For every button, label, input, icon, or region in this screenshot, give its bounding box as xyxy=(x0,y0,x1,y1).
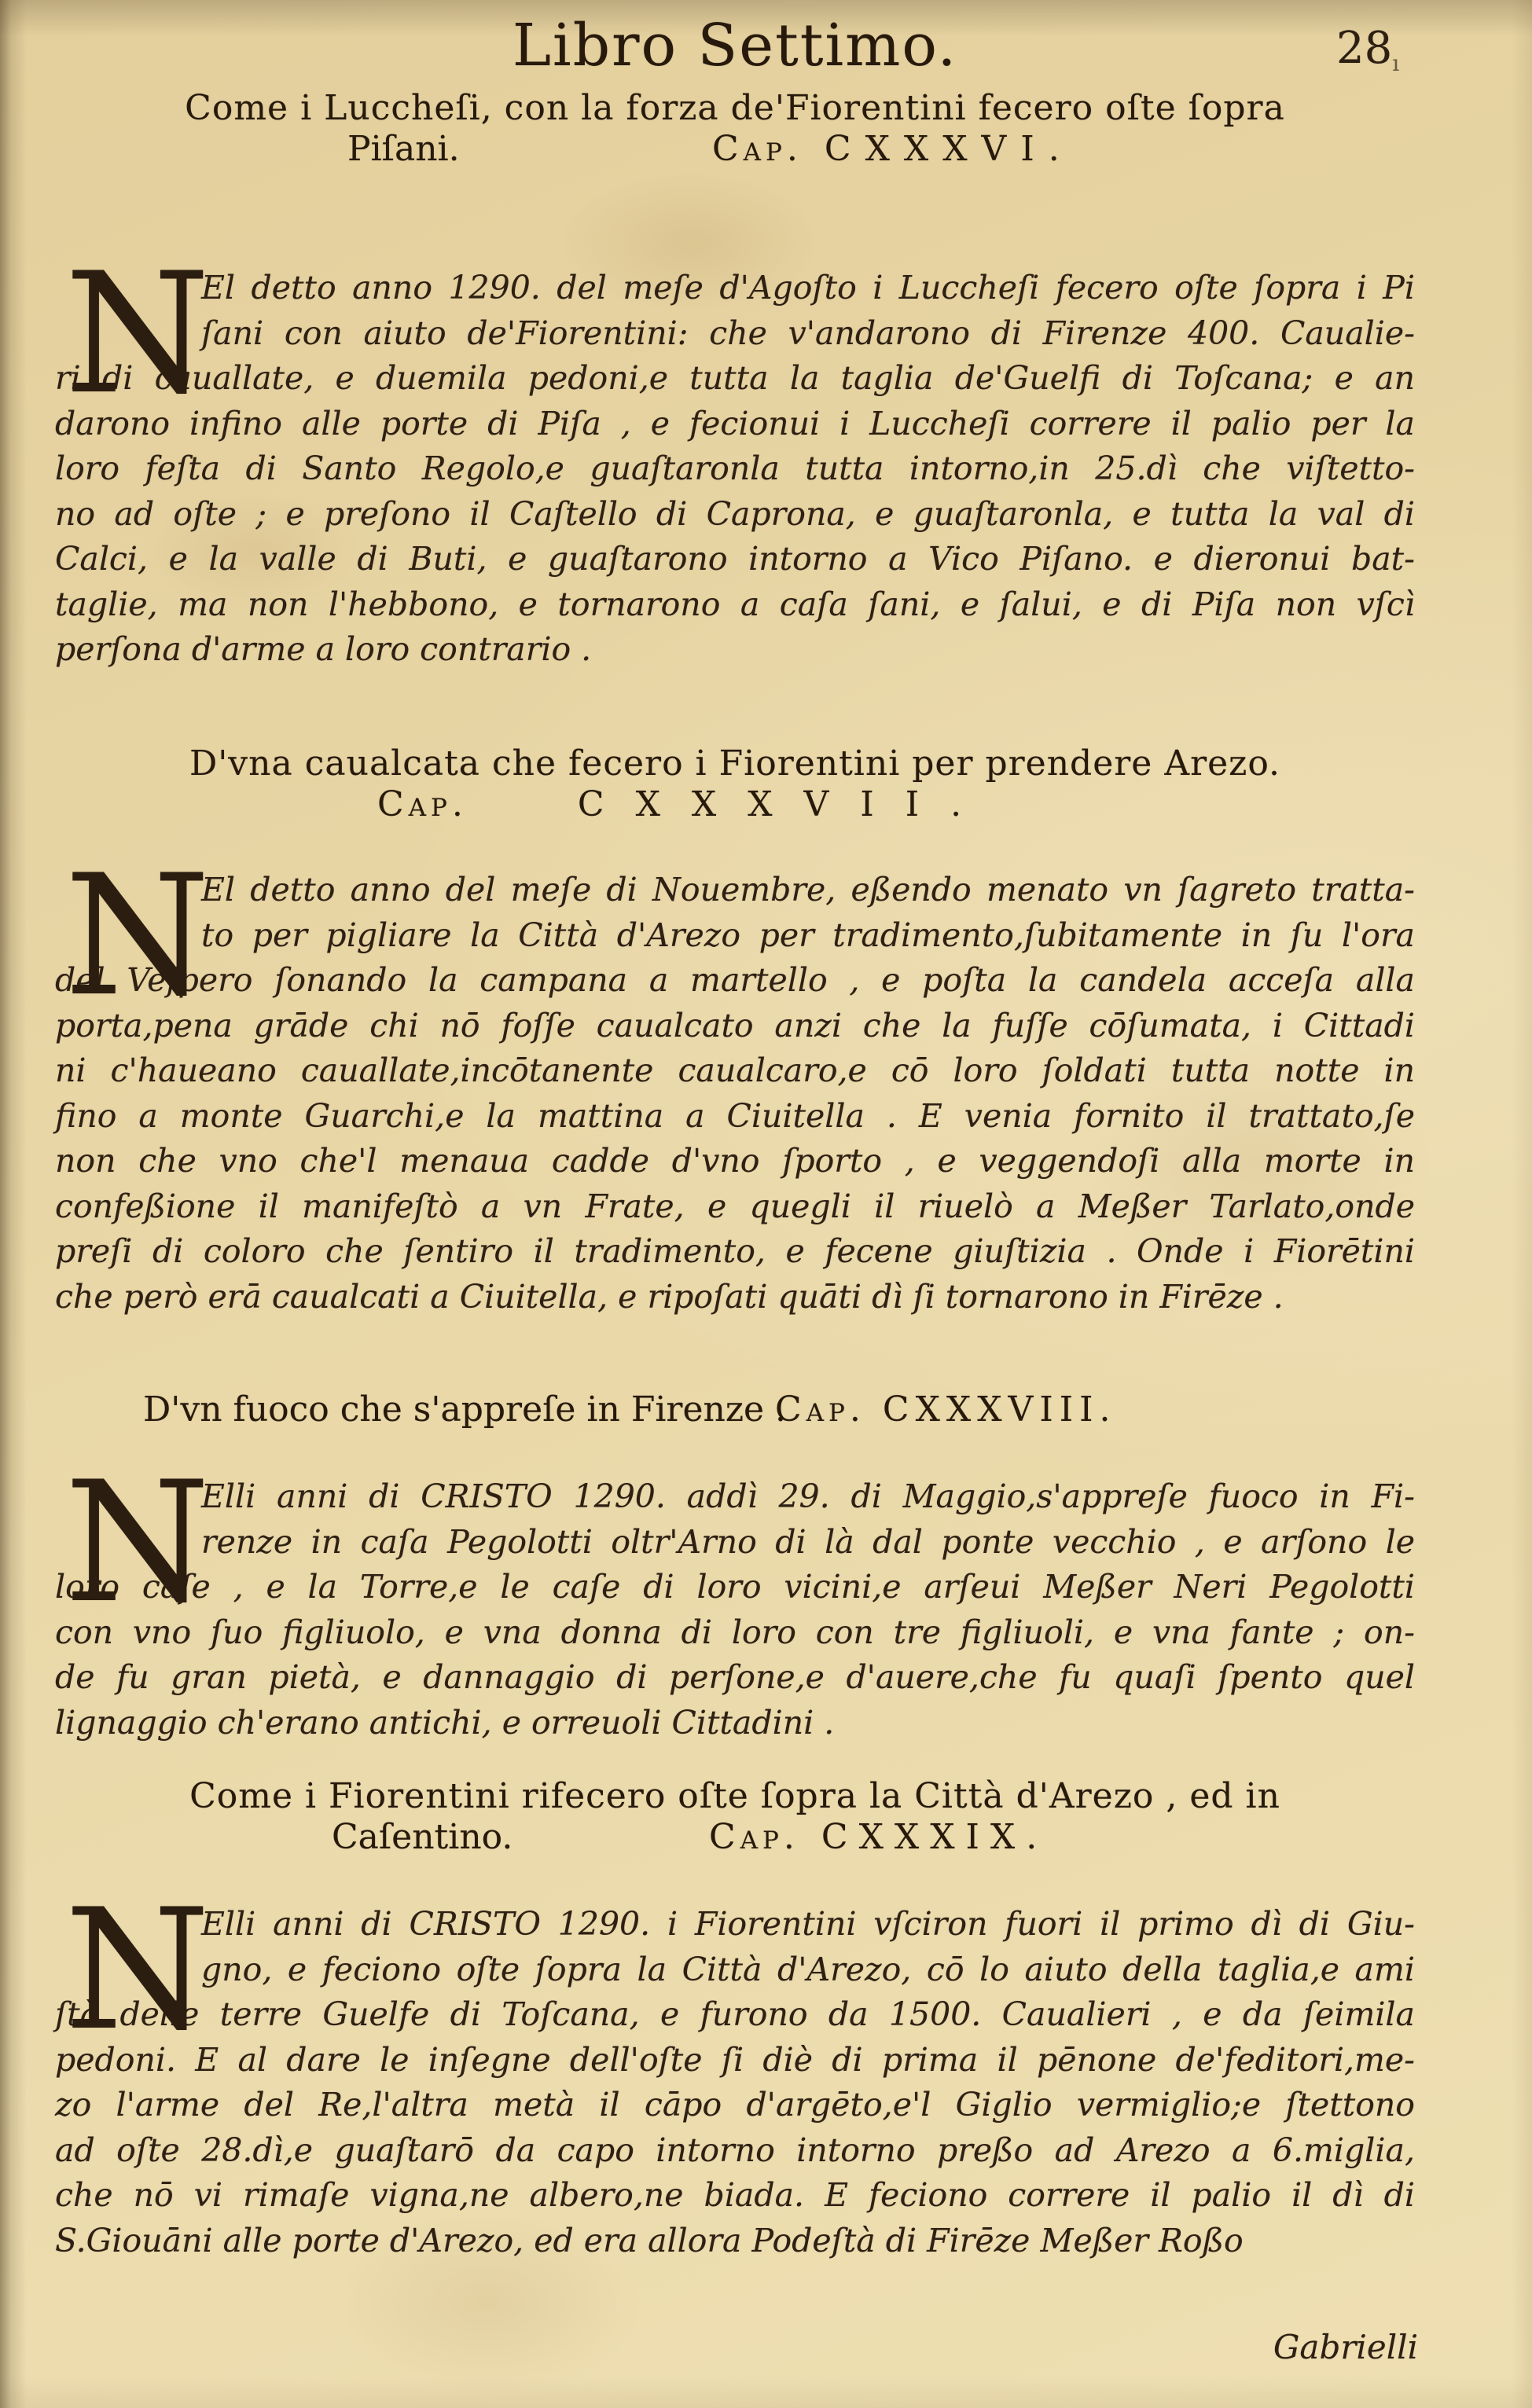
cap-number: CXXXIX. xyxy=(821,1817,1049,1857)
heading-line xyxy=(55,784,1415,825)
paragraph-138 xyxy=(55,1445,1415,1745)
cap-label: Cap. xyxy=(377,784,468,824)
text-line: El detto anno 1290. del meſe d'Agoſto i Luccheſi fecero oſte ſopra i Pi xyxy=(201,269,1415,307)
text-line: Elli anni di CRISTO 1290. i Fiorentini vſciron fuori il primo dì di Giu- xyxy=(201,1905,1415,1943)
drop-cap: N xyxy=(64,839,211,1033)
cap-number: CXXXVIII. xyxy=(882,1389,1117,1430)
text-line: taglie, ma non l'hebbono, e tornarono a caſa ſani, e ſalui, e di Piſa non vſcì xyxy=(55,585,1415,623)
text-line: che però erā caualcati a Ciuitella, e ripoſati quāti dì ſi tornarono in Firēze . xyxy=(55,1277,1284,1316)
cap-label: Cap. xyxy=(775,1389,865,1430)
chapter-cap xyxy=(377,784,993,825)
heading-line xyxy=(55,1817,1415,1858)
text-line: Elli anni di CRISTO 1290. addì 29. di Maggio,s'appreſe fuoco in Fi- xyxy=(201,1477,1415,1515)
chapter-heading-136 xyxy=(55,88,1415,170)
text-line: ni c'haueano cauallate,incōtanente caualcaro,e cō loro ſoldati tutta notte in xyxy=(55,1052,1415,1089)
text-line: fino a monte Guarchi,e la mattina a Ciuitella . E venia fornito il trattato,ſe xyxy=(55,1096,1415,1135)
paragraph-136 xyxy=(55,237,1415,673)
text-line: ad oſte 28.dì,e guaſtarō da capo intorno intorno preßo ad Arezo a 6.miglia, xyxy=(55,2131,1415,2169)
paragraph-lines xyxy=(55,839,1415,1320)
text-line: non che vno che'l menaua cadde d'vno ſporto , e veggendoſi alla morte in xyxy=(55,1142,1415,1180)
text-line: gno, e feciono oſte ſopra la Città d'Arezo, cō lo aiuto della taglia,e ami xyxy=(201,1950,1415,1988)
chapter-cap xyxy=(775,1389,1116,1430)
text-line: preſi di coloro che ſentiro il tradimento, e fecene giuſtizia . Onde i Fiorētini xyxy=(55,1232,1415,1270)
chapter-cap xyxy=(709,1817,1048,1858)
text-line: loro feſta di Santo Regolo,e guaſtaronla tutta intorno,in 25.dì che viſtetto- xyxy=(55,450,1415,487)
paragraph-139 xyxy=(55,1873,1415,2263)
catchword: Gabrielli xyxy=(1273,2328,1418,2366)
text-line: pedoni. E al dare le inſegne dell'oſte ſi diè di prima il pēnone de'feditori,me- xyxy=(55,2040,1415,2079)
text-line: lignaggio ch'erano antichi, e orreuoli Cittadini . xyxy=(55,1703,835,1742)
drop-cap: N xyxy=(64,1445,211,1639)
text-line: del Veſpero ſonando la campana a martello , e poſta la candela acceſa alla xyxy=(55,961,1415,999)
heading-line: D'vna caualcata che fecero i Fiorentini per prendere Arezo. xyxy=(189,743,1281,784)
text-line: che nō vi rimaſe vigna,ne albero,ne biada. E feciono correre il palio il dì di xyxy=(55,2176,1415,2214)
paragraph-lines xyxy=(55,237,1415,673)
text-line: ſtà delle terre Guelfe di Toſcana, e furono da 1500. Caualieri , e da ſeimila xyxy=(55,1995,1415,2033)
text-line: S.Giouāni alle porte d'Arezo, ed era allora Podeſtà di Firēze Meßer Roßo xyxy=(55,2221,1244,2259)
cap-number: CXXXVII. xyxy=(577,784,994,824)
text-line: ri di cauallate, e duemila pedoni,e tutta la taglia de'Guelfi di Toſcana; e an xyxy=(55,359,1415,397)
chapter-heading-137 xyxy=(55,743,1415,825)
text-line: darono infino alle porte di Piſa , e fecionui i Luccheſi correre il palio per la xyxy=(55,404,1415,442)
drop-cap: N xyxy=(64,1873,211,2067)
drop-cap: N xyxy=(64,237,211,431)
chapter-heading-138 xyxy=(55,1389,1415,1430)
text-line: renze in caſa Pegolotti oltr'Arno di là dal ponte vecchio , e arſono le xyxy=(201,1522,1415,1561)
text-line: perſona d'arme a loro contrario . xyxy=(55,630,592,668)
heading-line: Come i Luccheſi, con la forza de'Fiorentini fecero oſte ſopra xyxy=(185,88,1285,128)
text-line: loro caſe , e la Torre,e le caſe di loro vicini,e arſeui Meßer Neri Pegolotti xyxy=(55,1568,1415,1606)
text-line: to per pigliare la Città d'Arezo per tradimento,ſubitamente in ſu l'ora xyxy=(201,916,1415,954)
heading-tail: Caſentino. xyxy=(332,1817,513,1857)
running-title: Libro Settimo. xyxy=(512,12,958,79)
paragraph-lines xyxy=(55,1445,1415,1745)
paragraph-137 xyxy=(55,839,1415,1320)
text-line: Calci, e la valle di Buti, e guaſtarono intorno a Vico Piſano. e dieronui bat- xyxy=(55,540,1415,578)
chapter-heading-139 xyxy=(55,1776,1415,1858)
text-column xyxy=(55,0,1418,2408)
cap-label: Cap. xyxy=(709,1817,799,1857)
chapter-cap xyxy=(712,129,1074,170)
cap-label: Cap. xyxy=(712,129,803,169)
page-number-value: 28 xyxy=(1336,23,1393,74)
heading-line: Come i Fiorentini rifecero oſte ſopra la Città d'Arezo , ed in xyxy=(189,1776,1280,1816)
text-line: El detto anno del meſe di Nouembre, eßendo menato vn ſagreto tratta- xyxy=(201,871,1415,909)
cap-number: CXXXVI. xyxy=(824,129,1074,169)
text-line: confeßione il manifeſtò a vn Frate, e quegli il riuelò a Meßer Tarlato,onde xyxy=(55,1187,1415,1225)
heading-line xyxy=(55,1389,1415,1430)
text-line: porta,pena grāde chi nō foſſe caualcato anzi che la fuſſe cōſumata, i Cittadi xyxy=(55,1006,1415,1044)
heading-text: D'vn fuoco che s'appreſe in Firenze . xyxy=(143,1389,787,1430)
text-line: ſani con aiuto de'Fiorentini: che v'andarono di Firenze 400. Caualie- xyxy=(201,314,1415,352)
heading-tail: Piſani. xyxy=(347,129,460,169)
heading-line xyxy=(55,129,1415,170)
paragraph-lines xyxy=(55,1873,1415,2263)
text-line: zo l'arme del Re,l'altra metà il cāpo d'argēto,e'l Giglio vermiglio;e ſtettono xyxy=(55,2086,1415,2124)
text-line: no ad oſte ; e preſono il Caſtello di Caprona, e guaſtaronla, e tutta la val di xyxy=(55,494,1415,533)
text-line: de fu gran pietà, e dannaggio di perſone,e d'auere,che fu quaſi ſpento quel xyxy=(55,1658,1415,1696)
page-number-mark: ı xyxy=(1392,50,1400,76)
text-line: con vno ſuo figliuolo, e vna donna di loro con tre figliuoli, e vna fante ; on- xyxy=(55,1613,1415,1651)
